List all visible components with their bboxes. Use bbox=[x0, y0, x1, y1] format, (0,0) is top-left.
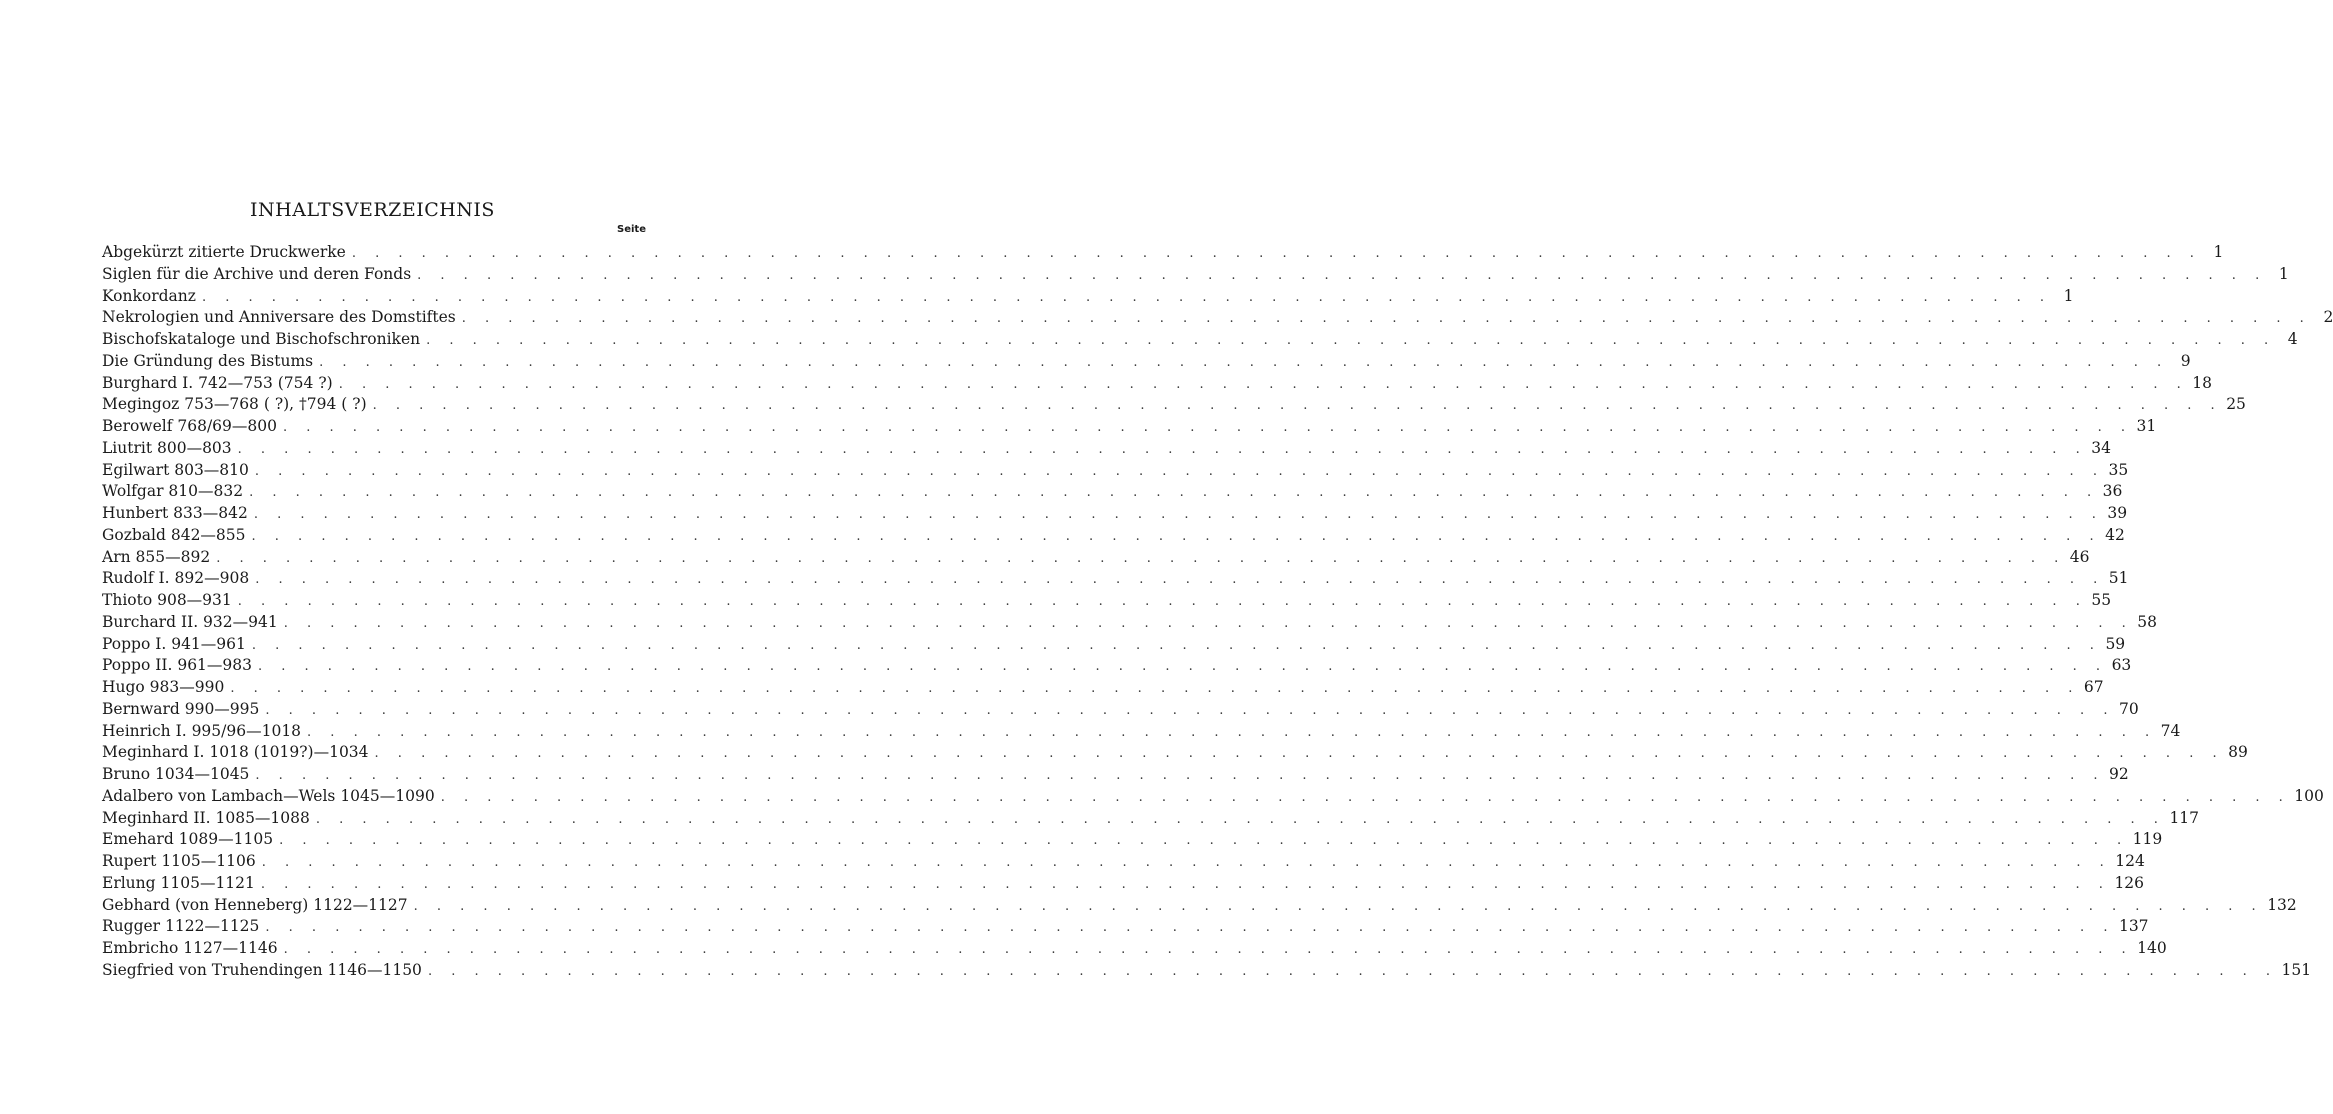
toc-entry-title: Meginhard II. 1085—1088 bbox=[102, 808, 310, 827]
dot-leader: . . . . . . . . . . . . . . . . . . . . . . . . . . . . . . . . . . . . . . . . . . . . . . . . . . . . . . . . . . . . . . . . . . . . . . . . . . . . . . . . bbox=[261, 855, 2112, 870]
toc-entry bbox=[102, 351, 2191, 373]
toc-entry bbox=[102, 286, 2074, 308]
dot-leader: . . . . . . . . . . . . . . . . . . . . . . . . . . . . . . . . . . . . . . . . . . . . . . . . . . . . . . . . . . . . . . . . . . . . . . . . . . . . . . . . bbox=[216, 550, 2066, 566]
toc-entry-page-number: 51 bbox=[2108, 569, 2129, 588]
toc-entry bbox=[102, 699, 2139, 721]
dot-leader: . . . . . . . . . . . . . . . . . . . . . . . . . . . . . . . . . . . . . . . . . . . . . . . . . . . . . . . . . . . . . . . . . . . . . . . . . . . . . . . . bbox=[440, 789, 2291, 805]
dot-leader: . . . . . . . . . . . . . . . . . . . . . . . . . . . . . . . . . . . . . . . . . . . . . . . . . . . . . . . . . . . . . . . . . . . . . . . . . . . . . . . . bbox=[251, 637, 2102, 653]
toc-entry-page-number: 124 bbox=[2115, 852, 2145, 870]
dot-leader: . . . . . . . . . . . . . . . . . . . . . . . . . . . . . . . . . . . . . . . . . . . . . . . . . . . . . . . . . . . . . . . . . . . . . . . . . . . . . . . . bbox=[427, 963, 2278, 979]
toc-entry bbox=[102, 373, 2212, 395]
toc-entry bbox=[102, 634, 2126, 656]
toc-entry-page-number: 67 bbox=[2083, 678, 2104, 696]
toc-entry-title: Rupert 1105—1106 bbox=[102, 852, 256, 870]
toc-entry-page-number: 89 bbox=[2228, 743, 2248, 762]
toc-entry-page-number: 70 bbox=[2118, 699, 2139, 718]
toc-entry-page-number: 140 bbox=[2137, 939, 2167, 957]
toc-entry-page-number: 35 bbox=[2108, 460, 2129, 479]
toc-entry bbox=[102, 655, 2132, 677]
toc-entry-page-number: 36 bbox=[2102, 482, 2123, 501]
toc-entry bbox=[102, 829, 2163, 851]
toc-entry bbox=[102, 329, 2298, 351]
dot-leader: . . . . . . . . . . . . . . . . . . . . . . . . . . . . . . . . . . . . . . . . . . . . . . . . . . . . . . . . . . . . . . . . . . . . . . . . . . . . . . . . bbox=[351, 246, 2202, 261]
toc-entry-page-number: 2 bbox=[2323, 308, 2333, 327]
page-title: INHALTSVERZEICHNIS bbox=[250, 199, 495, 221]
toc-entry bbox=[102, 895, 2297, 917]
dot-leader: . . . . . . . . . . . . . . . . . . . . . . . . . . . . . . . . . . . . . . . . . . . . . . . . . . . . . . . . . . . . . . . . . . . . . . . . . . . . . . . . bbox=[319, 354, 2169, 370]
toc-entry-page-number: 59 bbox=[2105, 634, 2126, 653]
toc-entry-page-number: 4 bbox=[2287, 330, 2298, 348]
dot-leader: . . . . . . . . . . . . . . . . . . . . . . . . . . . . . . . . . . . . . . . . . . . . . . . . . . . . . . . . . . . . . . . . . . . . . . . . . . . . . . . . bbox=[282, 420, 2133, 435]
toc-entry-page-number: 126 bbox=[2114, 873, 2145, 892]
toc-entry-page-number: 100 bbox=[2294, 786, 2324, 805]
toc-entry-page-number: 58 bbox=[2137, 612, 2157, 631]
toc-entry bbox=[102, 938, 2167, 960]
dot-leader: . . . . . . . . . . . . . . . . . . . . . . . . . . . . . . . . . . . . . . . . . . . . . . . . . . . . . . . . . . . . . . . . . . . . . . . . . . . . . . . . bbox=[258, 659, 2108, 675]
toc-entry-title: Embricho 1127—1146 bbox=[102, 939, 278, 957]
toc-entry-page-number: 119 bbox=[2132, 830, 2163, 849]
dot-leader: . . . . . . . . . . . . . . . . . . . . . . . . . . . . . . . . . . . . . . . . . . . . . . . . . . . . . . . . . . . . . . . . . . . . . . . . . . . . . . . . bbox=[265, 920, 2115, 936]
toc-entry bbox=[102, 460, 2129, 482]
toc-entry-title: Rugger 1122—1125 bbox=[102, 917, 260, 936]
toc-entry-title: Gebhard (von Henneberg) 1122—1127 bbox=[102, 895, 408, 914]
toc-entry-page-number: 18 bbox=[2192, 373, 2212, 392]
dot-leader: . . . . . . . . . . . . . . . . . . . . . . . . . . . . . . . . . . . . . . . . . . . . . . . . . . . . . . . . . . . . . . . . . . . . . . . . . . . . . . . . bbox=[255, 572, 2105, 588]
dot-leader: . . . . . . . . . . . . . . . . . . . . . . . . . . . . . . . . . . . . . . . . . . . . . . . . . . . . . . . . . . . . . . . . . . . . . . . . . . . . . . . . bbox=[283, 615, 2134, 631]
toc-entry-page-number: 1 bbox=[2063, 286, 2074, 305]
toc-entry-title: Rudolf I. 892—908 bbox=[102, 569, 250, 588]
toc-entry-title: Liutrit 800—803 bbox=[102, 438, 232, 457]
toc-entry-title: Thioto 908—931 bbox=[102, 591, 232, 609]
dot-leader: . . . . . . . . . . . . . . . . . . . . . . . . . . . . . . . . . . . . . . . . . . . . . . . . . . . . . . . . . . . . . . . . . . . . . . . . . . . . . . . . bbox=[201, 289, 2052, 305]
toc-entry-page-number: 34 bbox=[2091, 438, 2111, 457]
toc-entry-page-number: 9 bbox=[2180, 351, 2191, 370]
toc-entry-title: Bernward 990—995 bbox=[102, 699, 260, 718]
toc-entry-title: Arn 855—892 bbox=[102, 547, 211, 566]
dot-leader: . . . . . . . . . . . . . . . . . . . . . . . . . . . . . . . . . . . . . . . . . . . . . . . . . . . . . . . . . . . . . . . . . . . . . . . . . . . . . . . . bbox=[372, 398, 2223, 414]
toc-entry-title: Die Gründung des Bistums bbox=[102, 351, 314, 370]
dot-leader: . . . . . . . . . . . . . . . . . . . . . . . . . . . . . . . . . . . . . . . . . . . . . . . . . . . . . . . . . . . . . . . . . . . . . . . . . . . . . . . . bbox=[260, 876, 2111, 892]
dot-leader: . . . . . . . . . . . . . . . . . . . . . . . . . . . . . . . . . . . . . . . . . . . . . . . . . . . . . . . . . . . . . . . . . . . . . . . . . . . . . . . . bbox=[279, 833, 2129, 849]
toc-entry-title: Wolfgar 810—832 bbox=[102, 482, 244, 501]
toc-entry-title: Burchard II. 932—941 bbox=[102, 612, 278, 631]
toc-entry-title: Poppo I. 941—961 bbox=[102, 634, 246, 653]
dot-leader: . . . . . . . . . . . . . . . . . . . . . . . . . . . . . . . . . . . . . . . . . . . . . . . . . . . . . . . . . . . . . . . . . . . . . . . . . . . . . . . . bbox=[338, 376, 2189, 392]
page-column-header: Seite bbox=[617, 224, 646, 235]
dot-leader: . . . . . . . . . . . . . . . . . . . . . . . . . . . . . . . . . . . . . . . . . . . . . . . . . . . . . . . . . . . . . . . . . . . . . . . . . . . . . . . . bbox=[249, 485, 2099, 501]
toc-entry-title: Konkordanz bbox=[102, 286, 196, 305]
toc-entry-page-number: 117 bbox=[2169, 808, 2200, 827]
toc-entry bbox=[102, 547, 2090, 569]
toc-entry-title: Gozbald 842—855 bbox=[102, 525, 246, 544]
toc-entry-title: Nekrologien und Anniversare des Domstiftes bbox=[102, 308, 456, 327]
toc-entry-page-number: 39 bbox=[2107, 504, 2128, 522]
toc-entry bbox=[102, 612, 2157, 634]
toc-entry bbox=[102, 264, 2289, 286]
dot-leader: . . . . . . . . . . . . . . . . . . . . . . . . . . . . . . . . . . . . . . . . . . . . . . . . . . . . . . . . . . . . . . . . . . . . . . . . . . . . . . . . bbox=[253, 507, 2104, 522]
dot-leader: . . . . . . . . . . . . . . . . . . . . . . . . . . . . . . . . . . . . . . . . . . . . . . . . . . . . . . . . . . . . . . . . . . . . . . . . . . . . . . . . bbox=[230, 681, 2080, 696]
table-of-contents bbox=[102, 242, 2333, 982]
toc-entry-page-number: 137 bbox=[2118, 917, 2149, 936]
toc-entry-page-number: 42 bbox=[2105, 525, 2125, 544]
toc-entry bbox=[102, 786, 2324, 808]
dot-leader: . . . . . . . . . . . . . . . . . . . . . . . . . . . . . . . . . . . . . . . . . . . . . . . . . . . . . . . . . . . . . . . . . . . . . . . . . . . . . . . . bbox=[283, 942, 2134, 957]
toc-entry-title: Emehard 1089—1105 bbox=[102, 830, 274, 849]
toc-entry-title: Berowelf 768/69—800 bbox=[102, 417, 277, 435]
toc-entry-title: Hugo 983—990 bbox=[102, 678, 225, 696]
dot-leader: . . . . . . . . . . . . . . . . . . . . . . . . . . . . . . . . . . . . . . . . . . . . . . . . . . . . . . . . . . . . . . . . . . . . . . . . . . . . . . . . bbox=[265, 702, 2115, 718]
toc-entry-title: Bruno 1034—1045 bbox=[102, 765, 250, 783]
toc-entry-page-number: 132 bbox=[2267, 895, 2297, 914]
toc-entry-title: Poppo II. 961—983 bbox=[102, 656, 253, 675]
toc-entry bbox=[102, 916, 2149, 938]
toc-entry-title: Egilwart 803—810 bbox=[102, 460, 249, 479]
dot-leader: . . . . . . . . . . . . . . . . . . . . . . . . . . . . . . . . . . . . . . . . . . . . . . . . . . . . . . . . . . . . . . . . . . . . . . . . . . . . . . . . bbox=[461, 311, 2312, 327]
toc-entry-title: Heinrich I. 995/96—1018 bbox=[102, 721, 302, 740]
toc-entry bbox=[102, 764, 2129, 786]
toc-entry-page-number: 1 bbox=[2278, 264, 2289, 283]
toc-entry bbox=[102, 416, 2157, 438]
toc-entry bbox=[102, 721, 2181, 743]
toc-entry-page-number: 1 bbox=[2213, 243, 2224, 261]
dot-leader: . . . . . . . . . . . . . . . . . . . . . . . . . . . . . . . . . . . . . . . . . . . . . . . . . . . . . . . . . . . . . . . . . . . . . . . . . . . . . . . . bbox=[426, 333, 2276, 348]
toc-entry bbox=[102, 481, 2123, 503]
toc-entry-page-number: 151 bbox=[2281, 960, 2312, 979]
toc-entry bbox=[102, 438, 2111, 460]
dot-leader: . . . . . . . . . . . . . . . . . . . . . . . . . . . . . . . . . . . . . . . . . . . . . . . . . . . . . . . . . . . . . . . . . . . . . . . . . . . . . . . . bbox=[374, 746, 2225, 762]
toc-entry bbox=[102, 568, 2129, 590]
toc-entry-page-number: 25 bbox=[2226, 395, 2246, 414]
toc-entry bbox=[102, 873, 2145, 895]
toc-entry-page-number: 46 bbox=[2069, 547, 2090, 566]
toc-entry-page-number: 55 bbox=[2091, 591, 2112, 609]
toc-entry bbox=[102, 851, 2145, 873]
toc-entry-page-number: 74 bbox=[2160, 721, 2181, 740]
dot-leader: . . . . . . . . . . . . . . . . . . . . . . . . . . . . . . . . . . . . . . . . . . . . . . . . . . . . . . . . . . . . . . . . . . . . . . . . . . . . . . . . bbox=[315, 811, 2166, 827]
dot-leader: . . . . . . . . . . . . . . . . . . . . . . . . . . . . . . . . . . . . . . . . . . . . . . . . . . . . . . . . . . . . . . . . . . . . . . . . . . . . . . . . bbox=[417, 267, 2267, 283]
toc-entry-title: Siglen für die Archive und deren Fonds bbox=[102, 264, 412, 283]
toc-entry bbox=[102, 742, 2248, 764]
toc-entry-page-number: 92 bbox=[2108, 765, 2129, 783]
dot-leader: . . . . . . . . . . . . . . . . . . . . . . . . . . . . . . . . . . . . . . . . . . . . . . . . . . . . . . . . . . . . . . . . . . . . . . . . . . . . . . . . bbox=[237, 441, 2088, 457]
toc-entry-title: Adalbero von Lambach—Wels 1045—1090 bbox=[102, 786, 435, 805]
toc-entry-title: Abgekürzt zitierte Druckwerke bbox=[102, 243, 346, 261]
dot-leader: . . . . . . . . . . . . . . . . . . . . . . . . . . . . . . . . . . . . . . . . . . . . . . . . . . . . . . . . . . . . . . . . . . . . . . . . . . . . . . . . bbox=[237, 594, 2088, 609]
dot-leader: . . . . . . . . . . . . . . . . . . . . . . . . . . . . . . . . . . . . . . . . . . . . . . . . . . . . . . . . . . . . . . . . . . . . . . . . . . . . . . . . bbox=[255, 768, 2105, 783]
toc-entry-title: Bischofskataloge und Bischofschroniken bbox=[102, 330, 421, 348]
toc-entry-title: Hunbert 833—842 bbox=[102, 504, 248, 522]
toc-entry bbox=[102, 307, 2333, 329]
toc-entry-page-number: 31 bbox=[2136, 417, 2157, 435]
toc-entry bbox=[102, 525, 2125, 547]
dot-leader: . . . . . . . . . . . . . . . . . . . . . . . . . . . . . . . . . . . . . . . . . . . . . . . . . . . . . . . . . . . . . . . . . . . . . . . . . . . . . . . . bbox=[251, 528, 2102, 544]
toc-entry-page-number: 63 bbox=[2111, 656, 2132, 675]
toc-entry bbox=[102, 590, 2112, 612]
toc-entry bbox=[102, 503, 2128, 525]
toc-entry-title: Megingoz 753—768 ( ?), †794 ( ?) bbox=[102, 395, 367, 414]
dot-leader: . . . . . . . . . . . . . . . . . . . . . . . . . . . . . . . . . . . . . . . . . . . . . . . . . . . . . . . . . . . . . . . . . . . . . . . . . . . . . . . . bbox=[413, 898, 2264, 914]
toc-entry-title: Burghard I. 742—753 (754 ?) bbox=[102, 373, 333, 392]
toc-entry bbox=[102, 960, 2312, 982]
toc-entry bbox=[102, 677, 2104, 699]
dot-leader: . . . . . . . . . . . . . . . . . . . . . . . . . . . . . . . . . . . . . . . . . . . . . . . . . . . . . . . . . . . . . . . . . . . . . . . . . . . . . . . . bbox=[254, 463, 2105, 479]
toc-entry bbox=[102, 808, 2200, 830]
toc-entry bbox=[102, 394, 2246, 416]
toc-entry-title: Erlung 1105—1121 bbox=[102, 873, 255, 892]
toc-entry-title: Siegfried von Truhendingen 1146—1150 bbox=[102, 960, 422, 979]
dot-leader: . . . . . . . . . . . . . . . . . . . . . . . . . . . . . . . . . . . . . . . . . . . . . . . . . . . . . . . . . . . . . . . . . . . . . . . . . . . . . . . . bbox=[307, 724, 2157, 740]
toc-entry bbox=[102, 242, 2224, 264]
toc-entry-title: Meginhard I. 1018 (1019?)—1034 bbox=[102, 743, 369, 762]
